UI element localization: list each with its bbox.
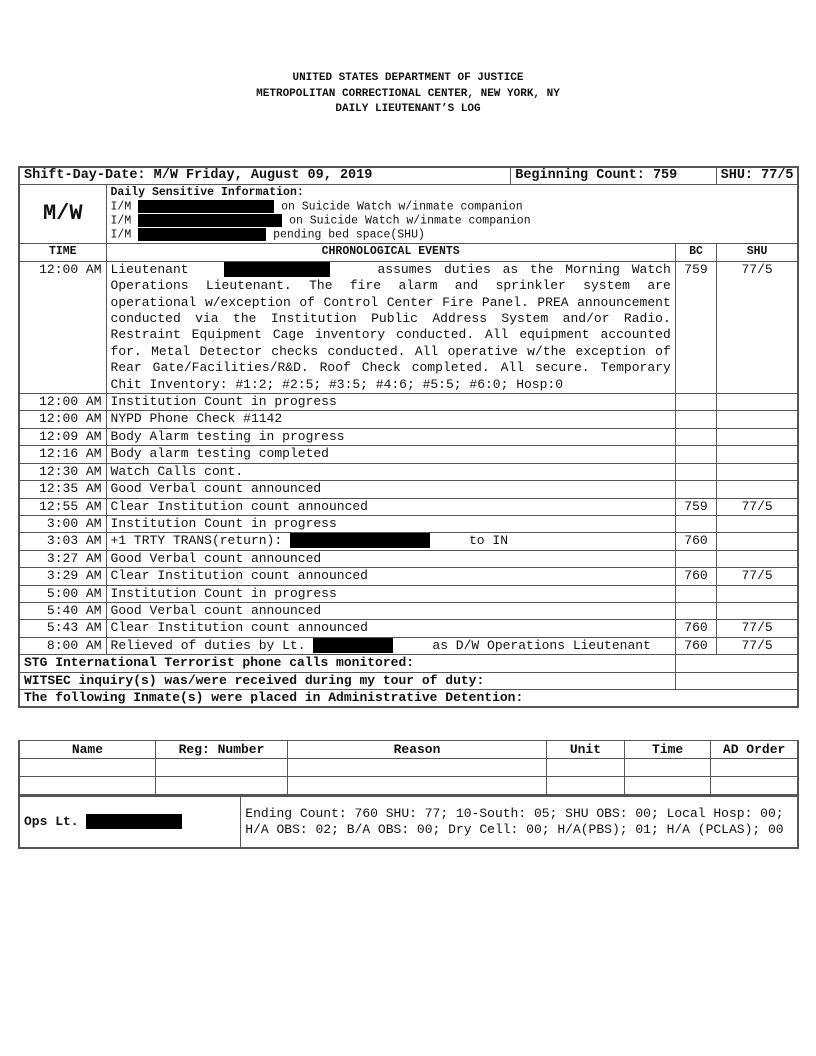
time-header: TIME [19,244,106,261]
shift-day-date: Shift-Day-Date: M/W Friday, August 09, 2019 [19,167,511,185]
entry-time: 12:35 AM [19,481,106,498]
log-entry-row [19,585,798,602]
entry-bc [675,481,716,498]
sensitive-line: I/M on Suicide Watch w/inmate companion [110,200,523,214]
entry-time: 12:00 AM [19,411,106,428]
entry-bc: 759 [675,261,716,393]
shu-header: SHU [717,244,798,261]
entry-event: Clear Institution count announced [106,620,675,637]
entry-event: Institution Count in progress [106,585,675,602]
entry-shu [717,481,798,498]
entry-shu [717,411,798,428]
footer-table [18,796,799,849]
entry-bc [675,446,716,463]
ops-lt-signature: Ops Lt. [19,797,241,849]
entry-bc [675,463,716,480]
entry-time: 5:43 AM [19,620,106,637]
ad-name-header: Name [19,741,155,759]
admin-detention-note: The following Inmate(s) were placed in Administrative Detention: [19,689,798,707]
entry-event: Clear Institution count announced [106,568,675,585]
sensitive-title: Daily Sensitive Information: [110,186,304,200]
sensitive-line: I/M on Suicide Watch w/inmate companion [110,214,531,228]
entry-event: Institution Count in progress [106,394,675,411]
log-entry-row [19,620,798,637]
redaction-block [138,214,282,227]
entry-event: Watch Calls cont. [106,463,675,480]
entry-event: Lieutenant assumes duties as the Morning Watch Operations Lieutenant. The fire alarm and sprinkler system are operational w/exception of Control Center Fire Panel. PREA announcement conducted via the Institution Public Address System and/or Radio. Restraint Equipment Cage inventory conducted. All equipment accounted for. Metal Detector checks conducted. All operative w/the exception of Rear Gate/Facilities/R&D. Roof Check completed. All secure. Temporary Chit Inventory: #1:2; #2:5; #3:5; #4:6; #5:5; #6:0; Hosp:0 [106,261,675,393]
entry-event: Institution Count in progress [106,515,675,532]
entry-shu [717,428,798,445]
sensitive-info [106,185,798,244]
stg-value [675,655,798,672]
witsec-note: WITSEC inquiry(s) was/were received during my tour of duty: [19,672,675,689]
entry-event: +1 TRTY TRANS(return): to IN [106,533,675,550]
log-entry-row [19,568,798,585]
redaction-block [224,262,330,277]
facility-title: METROPOLITAN CORRECTIONAL CENTER, NEW YORK, NY [256,87,560,100]
entry-event: Relieved of duties by Lt. as D/W Operations Lieutenant [106,637,675,654]
entry-time: 3:03 AM [19,533,106,550]
entry-time: 5:40 AM [19,602,106,619]
redaction-block [313,638,393,653]
shu-count: SHU: 77/5 [717,167,798,185]
entry-time: 12:00 AM [19,394,106,411]
entry-shu [717,550,798,567]
witsec-row [19,672,798,689]
entry-event: Clear Institution count announced [106,498,675,515]
entry-time: 12:09 AM [19,428,106,445]
ad-reg-header: Reg: Number [155,741,287,759]
log-entry-row [19,533,798,550]
sensitive-row [19,185,798,244]
ad-header-row [19,741,798,759]
log-entry-row [19,411,798,428]
ad-order-header: AD Order [711,741,798,759]
ad-time-header: Time [625,741,711,759]
log-table [18,166,799,708]
ending-count: Ending Count: 760 SHU: 77; 10-South: 05; SHU OBS: 00; Local Hosp: 00; H/A OBS: 02; B/A OBS: 00; Dry Cell: 00; H/A(PBS); 01; H/A (PCLAS); 00 [241,797,798,849]
footer-row [19,797,798,849]
entry-event: Good Verbal count announced [106,481,675,498]
entry-shu [717,446,798,463]
log-entry-row [19,515,798,532]
log-entry-row [19,498,798,515]
entry-event: Good Verbal count announced [106,550,675,567]
log-entry-row [19,394,798,411]
entry-shu: 77/5 [717,261,798,393]
entry-bc: 760 [675,533,716,550]
ad-unit-header: Unit [546,741,624,759]
admin-detention-table [18,740,799,796]
stg-row [19,655,798,672]
entry-time: 12:55 AM [19,498,106,515]
entry-bc [675,550,716,567]
stg-note: STG International Terrorist phone calls monitored: [19,655,675,672]
witsec-value [675,672,798,689]
entry-bc [675,602,716,619]
ad-empty-row [19,759,798,777]
entry-bc [675,428,716,445]
entry-shu: 77/5 [717,568,798,585]
log-entry-row [19,481,798,498]
entry-time: 3:29 AM [19,568,106,585]
entry-shu: 77/5 [717,620,798,637]
entry-event: Body Alarm testing in progress [106,428,675,445]
entry-event: Body alarm testing completed [106,446,675,463]
entry-bc [675,515,716,532]
sensitive-line: I/M pending bed space(SHU) [110,228,425,242]
entry-shu [717,533,798,550]
agency-title: UNITED STATES DEPARTMENT OF JUSTICE [292,72,524,84]
entry-bc: 760 [675,568,716,585]
document-header [0,71,816,118]
shift-row [19,167,798,185]
entry-time: 8:00 AM [19,637,106,654]
entry-bc [675,394,716,411]
redaction-block [138,200,274,213]
entry-shu [717,585,798,602]
log-entry-row [19,463,798,480]
column-header-row [19,244,798,261]
log-entry-row [19,602,798,619]
entry-time: 5:00 AM [19,585,106,602]
entry-shu: 77/5 [717,498,798,515]
entry-time: 3:27 AM [19,550,106,567]
entry-bc: 759 [675,498,716,515]
entry-event: Good Verbal count announced [106,602,675,619]
admin-detention-row [19,689,798,707]
entry-time: 12:00 AM [19,261,106,393]
redaction-block [290,533,430,548]
log-entry-row [19,261,798,393]
entry-bc [675,411,716,428]
log-entry-row [19,446,798,463]
entry-shu [717,602,798,619]
log-title: DAILY LIEUTENANT’S LOG [335,103,481,115]
entry-bc [675,585,716,602]
entry-time: 3:00 AM [19,515,106,532]
entry-time: 12:30 AM [19,463,106,480]
redaction-block [138,228,266,241]
ad-empty-row [19,777,798,796]
beginning-count: Beginning Count: 759 [511,167,717,185]
entry-shu [717,515,798,532]
log-entry-row [19,637,798,654]
entry-bc: 760 [675,637,716,654]
events-header: CHRONOLOGICAL EVENTS [106,244,675,261]
bc-header: BC [675,244,716,261]
ad-reason-header: Reason [288,741,547,759]
entry-shu [717,463,798,480]
entry-shu [717,394,798,411]
entry-time: 12:16 AM [19,446,106,463]
redaction-block [86,814,182,829]
entry-shu: 77/5 [717,637,798,654]
entry-bc: 760 [675,620,716,637]
shift-code: M/W [19,185,106,244]
log-entry-row [19,550,798,567]
entry-event: NYPD Phone Check #1142 [106,411,675,428]
log-entry-row [19,428,798,445]
